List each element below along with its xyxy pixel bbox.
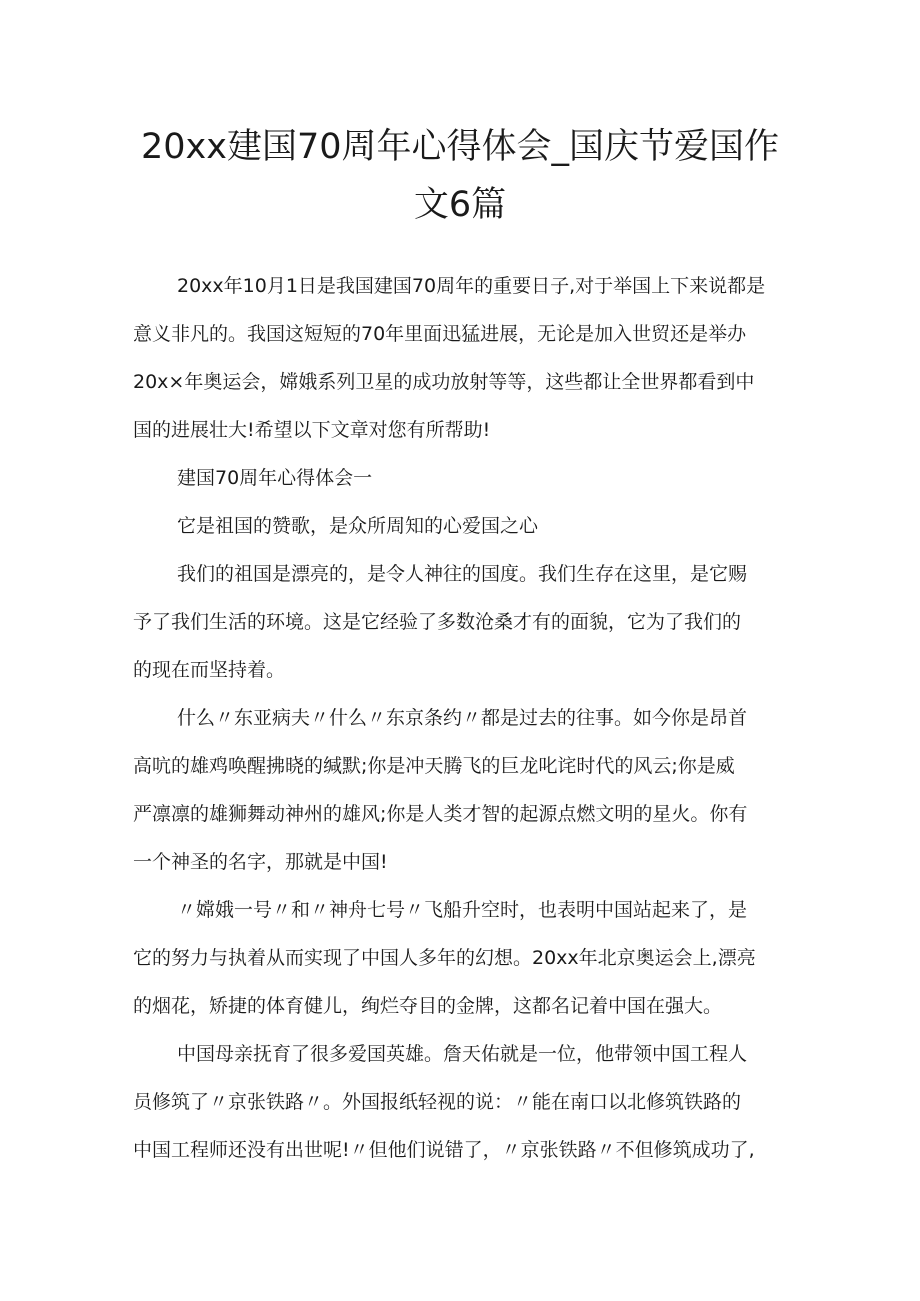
paragraph-line: 予了我们生活的环境。这是它经验了多数沧桑才有的面貌，它为了我们的 bbox=[133, 611, 742, 633]
paragraph-line: 20x×年奥运会，嫦娥系列卫星的成功放射等等，这些都让全世界都看到中 bbox=[133, 371, 755, 393]
paragraph bbox=[133, 694, 788, 886]
paragraph bbox=[133, 1030, 788, 1174]
paragraph bbox=[133, 550, 788, 694]
section-heading-text: 建国70周年心得体会一 bbox=[177, 467, 373, 489]
paragraph-line: 一个神圣的名字，那就是中国! bbox=[133, 851, 388, 873]
paragraph-line: 的现在而坚持着。 bbox=[133, 659, 286, 681]
paragraph-line: 什么〃东亚病夫〃什么〃东京条约〃都是过去的往事。如今你是昂首 bbox=[177, 707, 748, 729]
paragraph-line: 20xx年10月1日是我国建国70周年的重要日子,对于举国上下来说都是 bbox=[177, 275, 766, 297]
section-heading bbox=[133, 454, 788, 502]
paragraph-line: 〃嫦娥一号〃和〃神舟七号〃飞船升空时，也表明中国站起来了，是 bbox=[177, 899, 748, 921]
document-title bbox=[140, 118, 780, 234]
paragraph-line: 中国母亲抚育了很多爱国英雄。詹天佑就是一位，他带领中国工程人 bbox=[177, 1043, 748, 1065]
title-line-1: 20xx建国70周年心得体会_国庆节爱国作 bbox=[141, 127, 779, 167]
title-line-2: 文6篇 bbox=[413, 185, 507, 225]
paragraph-line: 国的进展壮大!希望以下文章对您有所帮助! bbox=[133, 419, 491, 441]
section-subtitle-text: 它是祖国的赞歌，是众所周知的心爱国之心 bbox=[177, 515, 539, 537]
paragraph-line: 它的努力与执着从而实现了中国人多年的幻想。20xx年北京奥运会上,漂亮 bbox=[133, 947, 756, 969]
paragraph-line: 中国工程师还没有出世呢!〃但他们说错了，〃京张铁路〃不但修筑成功了, bbox=[133, 1139, 755, 1161]
paragraph-line: 严凛凛的雄狮舞动神州的雄风;你是人类才智的起源点燃文明的星火。你有 bbox=[133, 803, 748, 825]
paragraph-line: 我们的祖国是漂亮的，是令人神往的国度。我们生存在这里，是它赐 bbox=[177, 563, 748, 585]
paragraph-intro bbox=[133, 262, 788, 454]
paragraph bbox=[133, 886, 788, 1030]
paragraph-line: 意义非凡的。我国这短短的70年里面迅猛进展，无论是加入世贸还是举办 bbox=[133, 323, 747, 345]
paragraph-line: 员修筑了〃京张铁路〃。外国报纸轻视的说：〃能在南口以北修筑铁路的 bbox=[133, 1091, 742, 1113]
paragraph-line: 的烟花，矫捷的体育健儿，绚烂夺目的金牌，这都名记着中国在强大。 bbox=[133, 995, 723, 1017]
paragraph-line: 高吭的雄鸡唤醒拂晓的缄默;你是冲天腾飞的巨龙叱诧时代的风云;你是威 bbox=[133, 755, 735, 777]
document-body bbox=[133, 262, 788, 1174]
section-subtitle bbox=[133, 502, 788, 550]
